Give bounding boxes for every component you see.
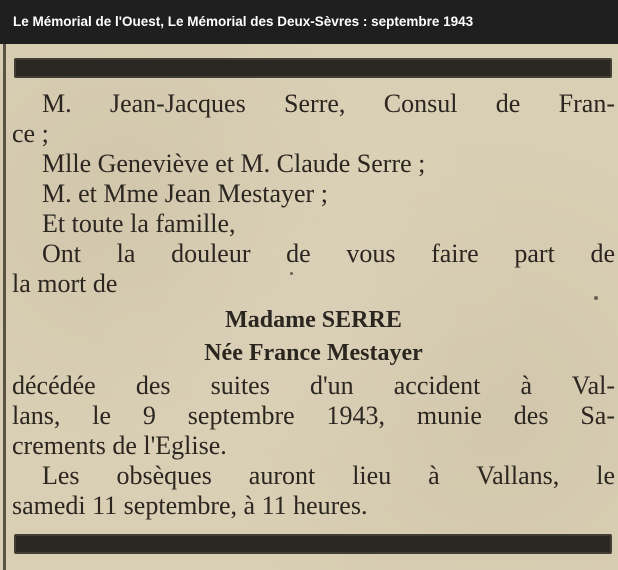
notice-line: M. et Mme Jean Mestayer ; bbox=[42, 179, 328, 208]
deceased-name: Madame SERRE bbox=[225, 307, 402, 333]
notice-line: Les obsèques auront lieu à Vallans, le bbox=[42, 461, 615, 490]
notice-line: la mort de bbox=[12, 269, 118, 298]
obituary-notice bbox=[12, 89, 615, 521]
deceased-birth-name: Née France Mestayer bbox=[204, 340, 423, 366]
notice-line: Mlle Geneviève et M. Claude Serre ; bbox=[42, 149, 426, 178]
top-black-rule bbox=[14, 58, 612, 78]
notice-line: décédée des suites d'un accident à Val- bbox=[12, 371, 615, 400]
bottom-black-rule bbox=[14, 534, 612, 554]
column-rule bbox=[3, 44, 6, 570]
print-speck bbox=[290, 272, 293, 275]
newspaper-clipping bbox=[0, 44, 618, 570]
print-speck bbox=[594, 296, 598, 300]
image-caption: Le Mémorial de l'Ouest, Le Mémorial des Deux-Sèvres : septembre 1943 bbox=[0, 0, 618, 44]
notice-line: Et toute la famille, bbox=[42, 209, 236, 238]
notice-line: ce ; bbox=[12, 119, 49, 148]
notice-line: Ont la douleur de vous faire part de bbox=[42, 239, 615, 268]
notice-line: M. Jean-Jacques Serre, Consul de Fran- bbox=[42, 89, 615, 118]
notice-line: lans, le 9 septembre 1943, munie des Sa- bbox=[12, 401, 615, 430]
notice-line: crements de l'Eglise. bbox=[12, 431, 227, 460]
notice-line: samedi 11 septembre, à 11 heures. bbox=[12, 491, 368, 520]
